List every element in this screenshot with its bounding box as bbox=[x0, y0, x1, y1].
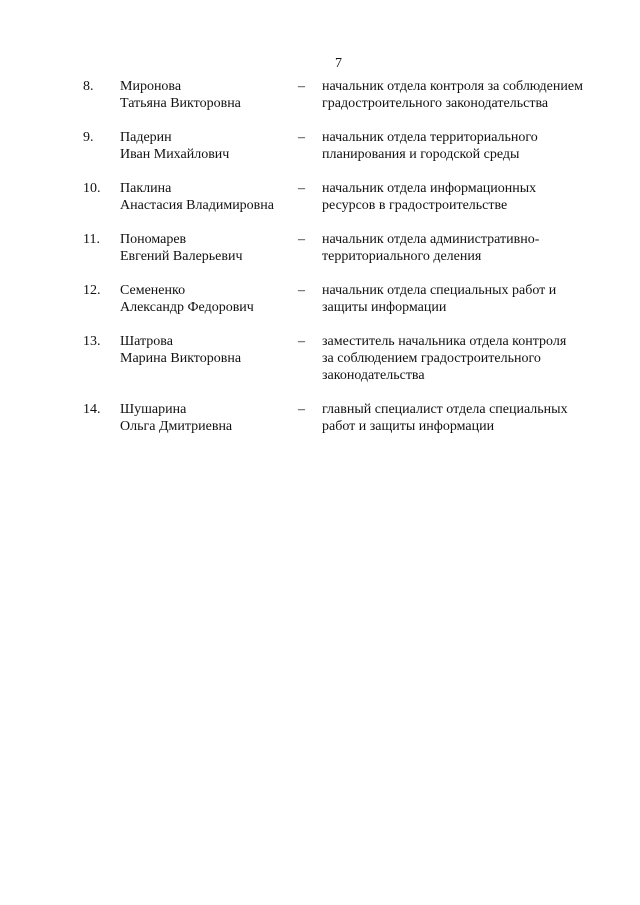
surname: Миронова bbox=[120, 79, 182, 94]
separator-dash: – bbox=[298, 130, 305, 145]
person-name bbox=[120, 231, 300, 265]
position-line: планирования и городской среды bbox=[322, 147, 520, 162]
separator-dash: – bbox=[298, 402, 305, 417]
given-names: Марина Викторовна bbox=[120, 351, 242, 366]
position-line: законодательства bbox=[322, 368, 425, 383]
page-number: 7 bbox=[335, 56, 342, 71]
item-number: 8. bbox=[83, 79, 94, 94]
person-name bbox=[120, 78, 300, 112]
job-position bbox=[322, 129, 622, 163]
job-position bbox=[322, 180, 622, 214]
job-position bbox=[322, 231, 622, 265]
item-number: 14. bbox=[83, 402, 101, 417]
job-position bbox=[322, 282, 622, 316]
person-name bbox=[120, 333, 300, 367]
given-names: Александр Федорович bbox=[120, 300, 254, 315]
position-line: градостроительного законодательства bbox=[322, 96, 549, 111]
item-number: 9. bbox=[83, 130, 94, 145]
position-line: за соблюдением градостроительного bbox=[322, 351, 541, 366]
person-name bbox=[120, 180, 300, 214]
position-line: работ и защиты информации bbox=[322, 419, 495, 434]
position-line: главный специалист отдела специальных bbox=[322, 402, 568, 417]
separator-dash: – bbox=[298, 181, 305, 196]
separator-dash: – bbox=[298, 334, 305, 349]
position-line: начальник отдела информационных bbox=[322, 181, 537, 196]
given-names: Евгений Валерьевич bbox=[120, 249, 243, 264]
person-name bbox=[120, 401, 300, 435]
item-number: 13. bbox=[83, 334, 101, 349]
job-position bbox=[322, 78, 622, 112]
surname: Падерин bbox=[120, 130, 172, 145]
position-line: начальник отдела контроля за соблюдением bbox=[322, 79, 583, 94]
separator-dash: – bbox=[298, 232, 305, 247]
person-name bbox=[120, 129, 300, 163]
given-names: Иван Михайлович bbox=[120, 147, 230, 162]
surname: Шушарина bbox=[120, 402, 187, 417]
position-line: начальник отдела специальных работ и bbox=[322, 283, 557, 298]
position-line: территориального деления bbox=[322, 249, 482, 264]
position-line: защиты информации bbox=[322, 300, 447, 315]
given-names: Татьяна Викторовна bbox=[120, 96, 241, 111]
job-position bbox=[322, 333, 622, 384]
given-names: Анастасия Владимировна bbox=[120, 198, 274, 213]
position-line: заместитель начальника отдела контроля bbox=[322, 334, 567, 349]
surname: Шатрова bbox=[120, 334, 173, 349]
item-number: 10. bbox=[83, 181, 101, 196]
separator-dash: – bbox=[298, 79, 305, 94]
position-line: ресурсов в градостроительстве bbox=[322, 198, 508, 213]
separator-dash: – bbox=[298, 283, 305, 298]
given-names: Ольга Дмитриевна bbox=[120, 419, 233, 434]
person-name bbox=[120, 282, 300, 316]
item-number: 12. bbox=[83, 283, 101, 298]
job-position bbox=[322, 401, 622, 435]
item-number: 11. bbox=[83, 232, 100, 247]
surname: Семененко bbox=[120, 283, 186, 298]
position-line: начальник отдела территориального bbox=[322, 130, 538, 145]
surname: Паклина bbox=[120, 181, 172, 196]
position-line: начальник отдела административно- bbox=[322, 232, 540, 247]
surname: Пономарев bbox=[120, 232, 187, 247]
